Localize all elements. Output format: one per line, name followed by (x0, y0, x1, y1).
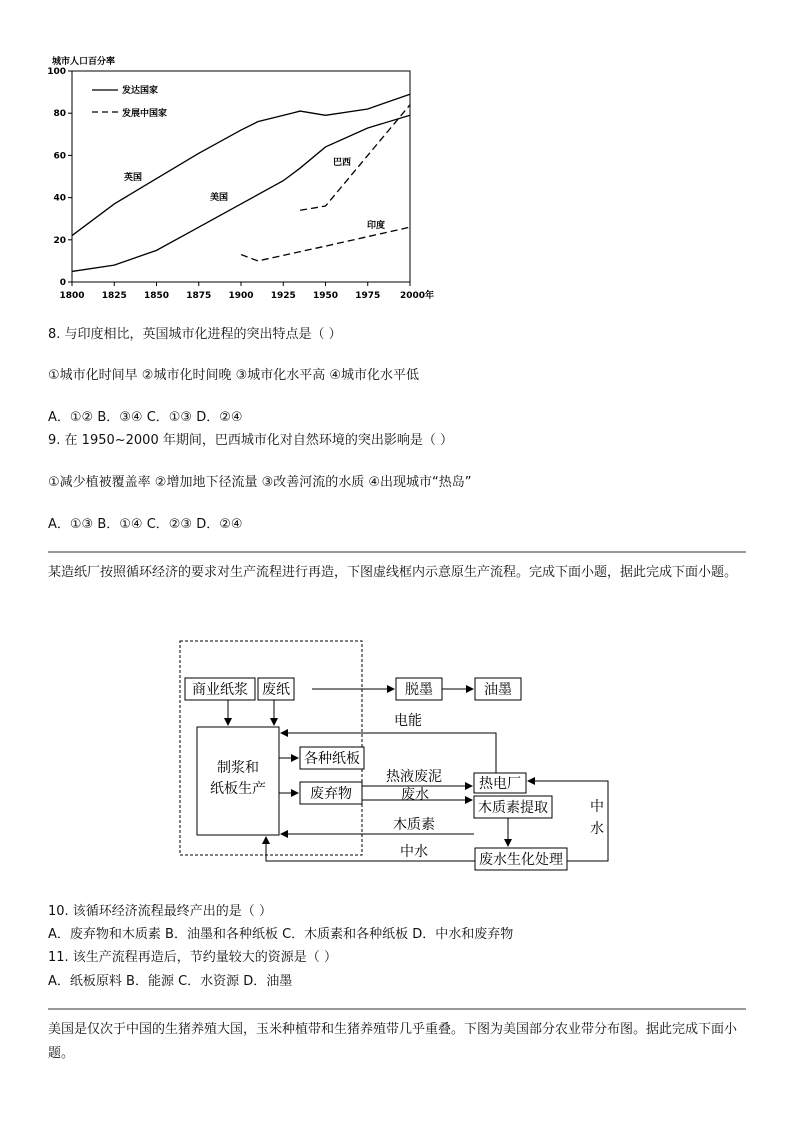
label-reclaimed-water: 中水 (400, 844, 428, 860)
x-tick-label: 1825 (101, 291, 127, 301)
q9-choices: A．①③ B．①④ C．②③ D．②④ (48, 517, 243, 532)
label-pulping-line2: 纸板生产 (210, 781, 266, 797)
y-tick-label: 20 (53, 235, 66, 246)
label-deinking: 脱墨 (405, 682, 433, 698)
series-line-india (241, 227, 410, 261)
q9-options: ①减少植被覆盖率 ②增加地下径流量 ③改善河流的水质 ④出现城市“热岛” (48, 475, 472, 490)
x-tick-label: 1950 (312, 291, 339, 301)
label-commercial-pulp: 商业纸浆 (192, 682, 248, 698)
section-divider (48, 551, 746, 553)
q8-choices: A．①② B．③④ C．①③ D．②④ (48, 410, 243, 425)
q11-stem: 11. 该生产流程再造后，节约量较大的资源是（ ） (48, 950, 337, 965)
legend-developing: 发展中国家 (122, 109, 168, 119)
label-wastewater: 废水 (401, 787, 429, 803)
q10-stem: 10. 该循环经济流程最终产出的是（ ） (48, 904, 272, 919)
label-lignin: 木质素 (393, 817, 435, 833)
label-paperboards: 各种纸板 (304, 751, 360, 767)
x-tick-label: 1900 (228, 291, 254, 301)
series-label-uk: 英国 (124, 173, 143, 183)
x-tick-label: 1800 (59, 291, 85, 301)
label-power-plant: 热电厂 (479, 776, 521, 792)
series-line-us (72, 115, 410, 271)
label-hot-sludge: 热液废泥 (386, 769, 442, 785)
x-tick-label: 1850 (143, 291, 170, 301)
q11-choices: A．纸板原料 B．能源 C．水资源 D．油墨 (48, 974, 293, 989)
y-tick-label: 80 (53, 109, 66, 120)
label-waste: 废弃物 (310, 786, 352, 802)
urbanization-chart (30, 52, 450, 302)
series-label-us: 美国 (210, 193, 229, 203)
label-reclaimed-water-side-2: 水 (590, 821, 604, 837)
y-tick-label: 100 (47, 67, 66, 77)
q8-options: ①城市化时间早 ②城市化时间晚 ③城市化水平高 ④城市化水平低 (48, 368, 420, 383)
x-tick-label: 1875 (186, 291, 212, 301)
legend-developed: 发达国家 (122, 86, 159, 96)
y-tick-label: 0 (59, 278, 66, 288)
y-tick-label: 60 (53, 151, 66, 162)
agri-intro: 美国是仅次于中国的生猪养殖大国，玉米种植带和生猪养殖带几乎重叠。下图为美国部分农业带分布图。据此完成下面小题。 (48, 1022, 738, 1061)
label-electricity: 电能 (394, 713, 422, 729)
plot-frame (72, 71, 410, 282)
paper-mill-flow-diagram (170, 636, 620, 872)
label-pulping-line1: 制浆和 (217, 760, 259, 776)
q9-stem: 9. 在 1950~2000 年期间，巴西城市化对自然环境的突出影响是（ ） (48, 433, 453, 448)
y-tick-label: 40 (53, 193, 66, 204)
q10-choices: A．废弃物和木质素 B．油墨和各种纸板 C．木质素和各种纸板 D．中水和废弃物 (48, 927, 514, 942)
label-wastewater-treatment: 废水生化处理 (479, 852, 563, 868)
q8-stem: 8. 与印度相比，英国城市化进程的突出特点是（ ） (48, 327, 342, 342)
label-waste-paper: 废纸 (262, 682, 290, 698)
y-axis-label: 城市人口百分率 (52, 57, 116, 67)
label-ink: 油墨 (484, 682, 512, 698)
label-lignin-extraction: 木质素提取 (478, 800, 548, 816)
x-tick-label: 2000年 (400, 291, 435, 301)
series-label-india: 印度 (367, 221, 386, 231)
label-reclaimed-water-side-1: 中 (590, 799, 604, 815)
x-tick-label: 1975 (355, 291, 381, 301)
series-label-brazil: 巴西 (333, 158, 352, 168)
x-tick-label: 1925 (270, 291, 296, 301)
flow-intro: 某造纸厂按照循环经济的要求对生产流程进行再造，下图虚线框内示意原生产流程。完成下面小题，据此完成下面小题。 (48, 565, 738, 580)
section-divider-2 (48, 1008, 746, 1010)
